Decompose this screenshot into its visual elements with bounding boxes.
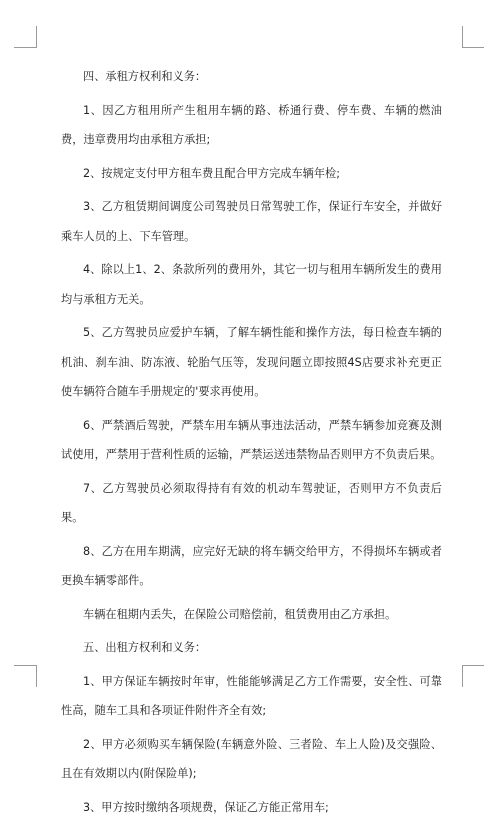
crop-mark-top-right-horizontal [462,47,484,48]
crop-mark-top-right-vertical [462,26,463,48]
crop-mark-bottom-right-vertical [462,665,463,687]
clause-paragraph: 5、乙方驾驶员应爱护车辆，了解车辆性能和操作方法，每日检查车辆的机油、刹车油、防冻液、轮胎气压等，发现问题立即按照4S店要求补充更正使车辆符合随车手册规定的'要求再使用。 [61,326,442,398]
crop-mark-bottom-left-horizontal [14,665,36,666]
clause-paragraph: 2、甲方必须购买车辆保险(车辆意外险、三者险、车上人险)及交强险、且在有效期以内(附保险单); [61,737,442,780]
crop-mark-bottom-left-vertical [36,665,37,687]
clause-paragraph: 4、除以上1、2、条款所列的费用外，其它一切与租用车辆所发生的费用均与承租方无关。 [61,263,442,306]
section-heading-lessee-rights: 四、承租方权利和义务： [83,70,207,83]
clause-paragraph: 6、严禁酒后驾驶，严禁车用车辆从事违法活动，严禁车辆参加竞赛及测试使用，严禁用于营利性质的运输，严禁运送违禁物品否则甲方不负责后果。 [61,418,442,461]
document-body [61,62,442,826]
clause-paragraph: 1、甲方保证车辆按时年审，性能能够满足乙方工作需要，安全性、可靠性高，随车工具和各项证件附件齐全有效; [61,674,442,717]
clause-paragraph: 1、因乙方租用所产生租用车辆的路、桥通行费、停车费、车辆的燃油费，违章费用均由承租方承担; [61,103,442,146]
clause-paragraph: 7、乙方驾驶员必须取得持有有效的机动车驾驶证，否则甲方不负责后果。 [61,481,442,524]
clause-paragraph: 2、按规定支付甲方租车费且配合甲方完成车辆年检; [83,166,341,180]
crop-mark-top-left-vertical [36,26,37,48]
crop-mark-top-left-horizontal [14,47,36,48]
clause-paragraph: 3、乙方租赁期间调度公司驾驶员日常驾驶工作，保证行车安全，并做好乘车人员的上、下车管理。 [61,200,442,243]
section-heading-lessor-rights: 五、出租方权利和义务： [83,641,207,654]
clause-paragraph: 3、甲方按时缴纳各项规费，保证乙方能正常用车; [83,800,329,814]
clause-paragraph: 8、乙方在用车期满，应完好无缺的将车辆交给甲方，不得损坏车辆或者更换车辆零部件。 [61,544,442,587]
clause-paragraph: 车辆在租期内丢失，在保险公司赔偿前，租赁费用由乙方承担。 [83,607,397,621]
crop-mark-bottom-right-horizontal [462,665,484,666]
